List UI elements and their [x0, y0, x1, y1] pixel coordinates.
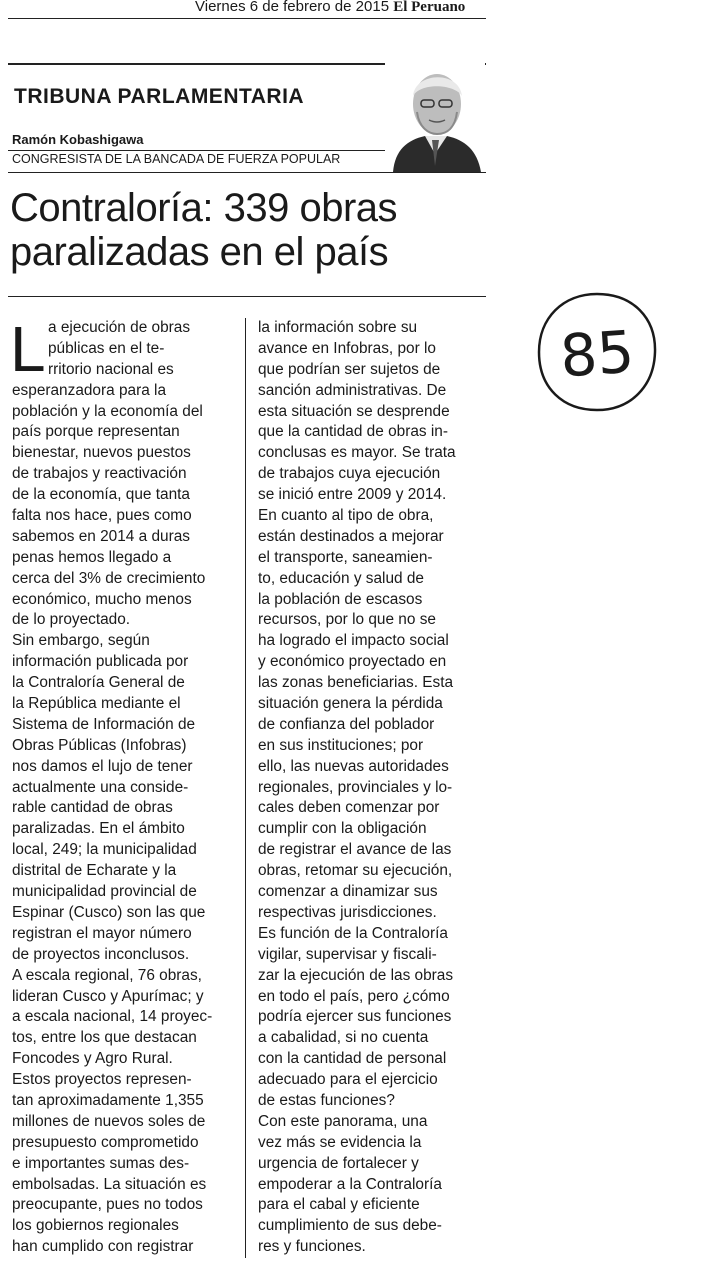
- headline-line-1: Contraloría: 339 obras: [10, 186, 398, 230]
- article-line: actualmente una conside-: [12, 778, 189, 796]
- article-line: población y la economía del: [12, 402, 203, 420]
- article-line: falta nos hace, pues como: [12, 507, 192, 525]
- article-line: situación genera la pérdida: [258, 695, 443, 713]
- article-line: han cumplido con registrar: [12, 1238, 194, 1256]
- article-line: res y funciones.: [258, 1238, 366, 1256]
- article-line: vez más se evidencia la: [258, 1133, 422, 1151]
- article-line: e importantes sumas des-: [12, 1154, 190, 1172]
- article-line: podría ejercer sus funciones: [258, 1008, 452, 1026]
- article-column-1: [10, 313, 238, 1258]
- article-line: de trabajos y reactivación: [12, 465, 187, 483]
- headline-rule: [8, 172, 486, 173]
- article-line: se inició entre 2009 y 2014.: [258, 486, 447, 504]
- article-line: distrital de Echarate y la: [12, 862, 177, 880]
- article-line: Obras Públicas (Infobras): [12, 736, 187, 754]
- article-line: Estos proyectos represen-: [12, 1071, 192, 1089]
- article-line: para el cabal y eficiente: [258, 1196, 420, 1214]
- article-line: a ejecución de obras: [48, 319, 191, 336]
- article-line: presupuesto comprometido: [12, 1133, 199, 1151]
- body-rule: [8, 296, 486, 297]
- date: Viernes 6 de febrero de 2015: [195, 0, 390, 15]
- article-line: Sin embargo, según: [12, 632, 150, 650]
- article-line: zar la ejecución de las obras: [258, 966, 454, 984]
- article-line: penas hemos llegado a: [12, 548, 172, 566]
- article-line: a escala nacional, 14 proyec-: [12, 1008, 213, 1026]
- article-line: con la cantidad de personal: [258, 1050, 447, 1068]
- article-line: urgencia de fortalecer y: [258, 1154, 419, 1172]
- article-line: tos, entre los que destacan: [12, 1029, 197, 1047]
- article-line: municipalidad provincial de: [12, 883, 197, 901]
- article-line: los gobiernos regionales: [12, 1217, 179, 1235]
- article-line: to, educación y salud de: [258, 569, 424, 587]
- article-line: el transporte, saneamien-: [258, 548, 433, 566]
- article-line: ello, las nuevas autoridades: [258, 757, 449, 775]
- author-role: CONGRESISTA DE LA BANCADA DE FUERZA POPULAR: [12, 152, 341, 166]
- article-line: Foncodes y Agro Rural.: [12, 1050, 173, 1068]
- article-line: tan aproximadamente 1,355: [12, 1091, 204, 1109]
- top-rule: [8, 18, 486, 19]
- article-line: que podrían ser sujetos de: [258, 360, 441, 378]
- section-title: TRIBUNA PARLAMENTARIA: [14, 85, 305, 108]
- drop-cap: L: [10, 313, 46, 385]
- author-rule: [8, 150, 388, 151]
- article-line: conclusas es mayor. Se trata: [258, 444, 456, 462]
- article-line: la República mediante el: [12, 695, 181, 713]
- column-divider: [245, 318, 246, 1258]
- article-line: lideran Cusco y Apurímac; y: [12, 987, 204, 1005]
- article-line: obras, retomar su ejecución,: [258, 862, 453, 880]
- article-line: registran el mayor número: [12, 924, 192, 942]
- article-line: rritorio nacional es: [48, 360, 174, 378]
- article-line: respectivas jurisdicciones.: [258, 903, 437, 921]
- article-line: país porque representan: [12, 423, 180, 441]
- article-line: públicas en el te-: [48, 339, 165, 357]
- article-line: de la economía, que tanta: [12, 486, 190, 504]
- article-line: de confianza del poblador: [258, 715, 435, 733]
- article-line: la información sobre su: [258, 319, 418, 336]
- author-name: Ramón Kobashigawa: [12, 132, 144, 147]
- article-line: cumplir con la obligación: [258, 820, 427, 838]
- newspaper-name: El Peruano: [393, 0, 466, 15]
- handwritten-number-stamp: [535, 290, 659, 414]
- article-line: de lo proyectado.: [12, 611, 131, 629]
- article-line: paralizadas. En el ámbito: [12, 820, 185, 838]
- article-line: cerca del 3% de crecimiento: [12, 569, 206, 587]
- article-line: nos damos el lujo de tener: [12, 757, 193, 775]
- article-line: cales deben comenzar por: [258, 799, 440, 817]
- headline: [10, 186, 486, 274]
- article-line: esta situación se desprende: [258, 402, 450, 420]
- article-line: sanción administrativas. De: [258, 381, 447, 399]
- article-line: Espinar (Cusco) son las que: [12, 903, 206, 921]
- dateline: [195, 0, 465, 16]
- article-line: a cabalidad, si no cuenta: [258, 1029, 429, 1047]
- article-line: Es función de la Contraloría: [258, 924, 448, 942]
- article-line: que la cantidad de obras in-: [258, 423, 448, 441]
- article-line: la población de escasos: [258, 590, 423, 608]
- article-line: de trabajos cuya ejecución: [258, 465, 441, 483]
- article-line: esperanzadora para la: [12, 381, 167, 399]
- article-line: de estas funciones?: [258, 1091, 395, 1109]
- article-line: de registrar el avance de las: [258, 841, 452, 859]
- article-line: regionales, provinciales y lo-: [258, 778, 453, 796]
- article-line: En cuanto al tipo de obra,: [258, 507, 434, 525]
- article-line: cumplimiento de sus debe-: [258, 1217, 442, 1235]
- article-line: información publicada por: [12, 653, 189, 671]
- article-line: A escala regional, 76 obras,: [12, 966, 202, 984]
- article-line: bienestar, nuevos puestos: [12, 444, 191, 462]
- article-line: económico, mucho menos: [12, 590, 192, 608]
- article-line: están destinados a mejorar: [258, 527, 444, 545]
- article-line: de proyectos inconclusos.: [12, 945, 190, 963]
- article-line: y económico proyectado en: [258, 653, 447, 671]
- article-line: comenzar a dinamizar sus: [258, 883, 438, 901]
- article-line: embolsadas. La situación es: [12, 1175, 207, 1193]
- article-line: ha logrado el impacto social: [258, 632, 449, 650]
- article-line: en todo el país, pero ¿cómo: [258, 987, 450, 1005]
- article-line: en sus instituciones; por: [258, 736, 424, 754]
- handwritten-number: 85: [557, 317, 637, 391]
- headline-line-2: paralizadas en el país: [10, 230, 389, 274]
- article-column-2: [258, 318, 484, 1258]
- article-line: Con este panorama, una: [258, 1112, 428, 1130]
- article-line: recursos, por lo que no se: [258, 611, 436, 629]
- article-line: la Contraloría General de: [12, 674, 185, 692]
- article-line: vigilar, supervisar y fiscali-: [258, 945, 437, 963]
- article-line: preocupante, pues no todos: [12, 1196, 203, 1214]
- article-line: local, 249; la municipalidad: [12, 841, 197, 859]
- article-line: Sistema de Información de: [12, 715, 196, 733]
- article-line: adecuado para el ejercicio: [258, 1071, 438, 1089]
- article-line: millones de nuevos soles de: [12, 1112, 206, 1130]
- article-line: rable cantidad de obras: [12, 799, 173, 817]
- author-photo: [385, 62, 485, 172]
- article-line: avance en Infobras, por lo: [258, 339, 436, 357]
- article-line: sabemos en 2014 a duras: [12, 527, 190, 545]
- article-line: empoderar a la Contraloría: [258, 1175, 442, 1193]
- article-line: las zonas beneficiarias. Esta: [258, 674, 454, 692]
